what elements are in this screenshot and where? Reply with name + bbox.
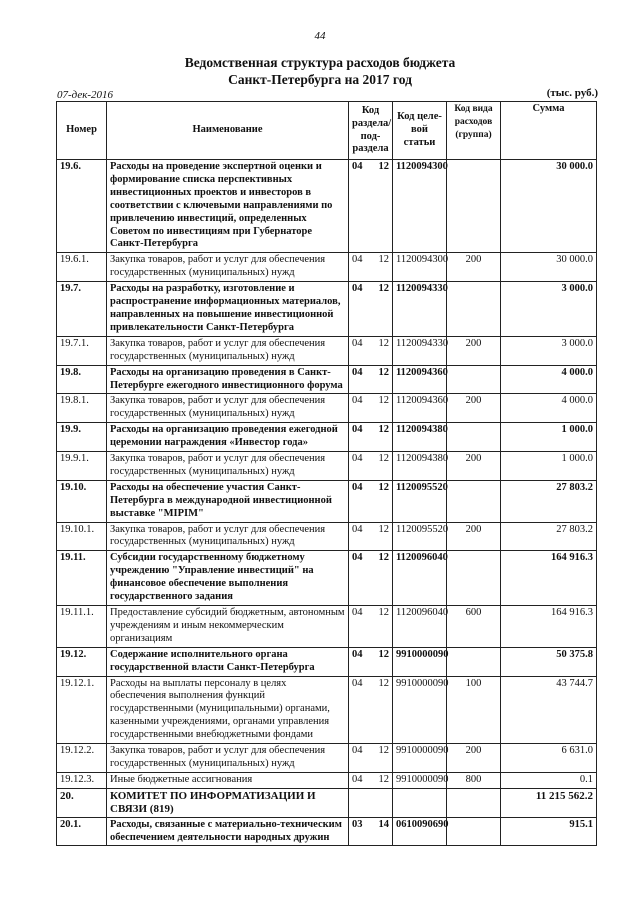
row-subsection: 12	[378, 254, 389, 266]
page-number: 44	[314, 30, 326, 42]
row-section-code	[349, 606, 393, 648]
row-expense-group	[447, 551, 501, 606]
row-name: Закупка товаров, работ и услуг для обеспечения государственных (муниципальных) нужд	[107, 253, 349, 282]
row-number: 19.12.	[57, 647, 107, 676]
row-name: Предоставление субсидий бюджетным, автономным учреждениям и иным некоммерческим организациям	[107, 606, 349, 648]
row-expense-group	[447, 423, 501, 452]
row-amount: 11 215 562.2	[501, 788, 597, 817]
row-amount: 30 000.0	[501, 253, 597, 282]
row-subsection: 12	[378, 424, 389, 436]
row-number: 19.9.	[57, 423, 107, 452]
table-row	[57, 253, 597, 282]
row-expense-group: 200	[447, 522, 501, 551]
row-section: 04	[352, 161, 363, 172]
row-expense-group: 800	[447, 772, 501, 788]
header-target: Код целе- вой статьи	[393, 102, 447, 160]
document-date: 07-дек-2016	[57, 89, 114, 101]
row-subsection: 12	[378, 161, 389, 172]
row-subsection: 12	[378, 745, 389, 757]
row-name: Закупка товаров, работ и услуг для обеспечения государственных (муниципальных) нужд	[107, 336, 349, 365]
row-amount: 27 803.2	[501, 522, 597, 551]
row-section-code	[349, 647, 393, 676]
row-number: 19.10.1.	[57, 522, 107, 551]
row-name: Расходы на выплаты персоналу в целях обеспечения выполнения функций государственными (муниципальными) органами, казенными учреждениями, органами управления государственными внебюджетными фондами	[107, 676, 349, 744]
row-name: Расходы на проведение экспертной оценки и формирование списка перспективных инвестиционных проектов и инвесторов в соответствии с ключевыми направлениями по привлечению инвестиций, определенных Советом по инвестициям при Губернаторе Санкт-Петербурга	[107, 160, 349, 253]
table-row	[57, 452, 597, 481]
row-number: 19.9.1.	[57, 452, 107, 481]
row-expense-group: 200	[447, 336, 501, 365]
row-expense-group	[447, 160, 501, 253]
row-section: 04	[352, 607, 363, 618]
row-target-code: 1120094330	[393, 336, 447, 365]
table-row	[57, 606, 597, 648]
budget-table	[56, 101, 597, 846]
row-subsection: 12	[378, 481, 389, 493]
row-expense-group	[447, 365, 501, 394]
row-section: 04	[352, 677, 363, 689]
row-section: 04	[352, 337, 363, 349]
row-target-code: 1120095520	[393, 522, 447, 551]
row-expense-group: 100	[447, 676, 501, 744]
table-row	[57, 423, 597, 452]
row-section: 04	[352, 453, 363, 465]
header-expense-type: Код вида расходов (группа)	[447, 102, 501, 160]
row-expense-group: 600	[447, 606, 501, 648]
row-section-code	[349, 423, 393, 452]
row-section-code	[349, 282, 393, 337]
row-section: 04	[352, 648, 363, 660]
row-subsection: 12	[378, 552, 389, 564]
table-row	[57, 772, 597, 788]
row-amount: 915.1	[501, 817, 597, 846]
row-section-code	[349, 452, 393, 481]
row-name: Расходы на обеспечение участия Санкт-Петербурга в международной инвестиционной выставке "MIPIM"	[107, 480, 349, 522]
row-target-code: 9910000090	[393, 647, 447, 676]
row-section-code	[349, 253, 393, 282]
row-subsection: 12	[378, 453, 389, 465]
table-header-row	[57, 102, 597, 160]
row-subsection: 12	[378, 648, 389, 660]
row-section-code	[349, 336, 393, 365]
row-subsection: 12	[378, 366, 389, 378]
row-section: 04	[352, 773, 363, 785]
row-number: 19.7.1.	[57, 336, 107, 365]
row-number: 19.7.	[57, 282, 107, 337]
row-section-code	[349, 817, 393, 846]
row-section: 04	[352, 254, 363, 266]
row-section-code	[349, 788, 393, 817]
header-section: Код раздела/ под- раздела	[349, 102, 393, 160]
row-target-code: 1120096040	[393, 551, 447, 606]
row-name: Расходы на разработку, изготовление и распространение информационных материалов, направленных на повышение инвестиционной привлекательности Санкт-Петербурга	[107, 282, 349, 337]
row-expense-group: 200	[447, 394, 501, 423]
row-expense-group: 200	[447, 253, 501, 282]
table-row	[57, 336, 597, 365]
row-number: 19.8.1.	[57, 394, 107, 423]
row-target-code	[393, 788, 447, 817]
row-section: 04	[352, 283, 363, 295]
row-amount: 164 916.3	[501, 606, 597, 648]
row-target-code: 1120094300	[393, 253, 447, 282]
row-expense-group: 200	[447, 744, 501, 773]
row-section: 04	[352, 395, 363, 407]
table-row	[57, 522, 597, 551]
row-expense-group	[447, 788, 501, 817]
row-amount: 3 000.0	[501, 336, 597, 365]
row-amount: 4 000.0	[501, 365, 597, 394]
row-section-code	[349, 522, 393, 551]
row-name: Расходы на организацию проведения ежегодной церемонии награждения «Инвестор года»	[107, 423, 349, 452]
row-section-code	[349, 676, 393, 744]
row-amount: 50 375.8	[501, 647, 597, 676]
row-section-code	[349, 744, 393, 773]
table-row	[57, 551, 597, 606]
table-row	[57, 647, 597, 676]
row-section: 04	[352, 523, 363, 535]
header-amount: Сумма	[501, 102, 597, 160]
row-amount: 164 916.3	[501, 551, 597, 606]
table-row	[57, 160, 597, 253]
row-number: 19.12.3.	[57, 772, 107, 788]
header-name: Наименование	[107, 102, 349, 160]
table-row	[57, 788, 597, 817]
row-target-code: 1120094360	[393, 365, 447, 394]
row-expense-group	[447, 480, 501, 522]
row-number: 19.6.1.	[57, 253, 107, 282]
row-name: Иные бюджетные ассигнования	[107, 772, 349, 788]
row-number: 19.12.1.	[57, 676, 107, 744]
table-row	[57, 480, 597, 522]
row-amount: 4 000.0	[501, 394, 597, 423]
row-section: 04	[352, 424, 363, 436]
document-title	[0, 54, 640, 88]
row-subsection: 14	[378, 818, 389, 830]
row-amount: 27 803.2	[501, 480, 597, 522]
row-subsection: 12	[378, 283, 389, 295]
row-name: Закупка товаров, работ и услуг для обеспечения государственных (муниципальных) нужд	[107, 522, 349, 551]
row-amount: 3 000.0	[501, 282, 597, 337]
row-expense-group	[447, 817, 501, 846]
table-row	[57, 365, 597, 394]
row-name: Закупка товаров, работ и услуг для обеспечения государственных (муниципальных) нужд	[107, 452, 349, 481]
row-section-code	[349, 551, 393, 606]
row-section-code	[349, 480, 393, 522]
row-expense-group	[447, 647, 501, 676]
row-name: Закупка товаров, работ и услуг для обеспечения государственных (муниципальных) нужд	[107, 394, 349, 423]
row-amount: 6 631.0	[501, 744, 597, 773]
row-target-code: 1120094300	[393, 160, 447, 253]
table-row	[57, 394, 597, 423]
row-amount: 1 000.0	[501, 452, 597, 481]
row-section-code	[349, 160, 393, 253]
row-target-code: 1120094380	[393, 452, 447, 481]
row-number: 19.11.	[57, 551, 107, 606]
row-subsection: 12	[378, 395, 389, 407]
row-section-code	[349, 365, 393, 394]
row-section: 04	[352, 552, 363, 564]
row-subsection: 12	[378, 677, 389, 689]
row-target-code: 9910000090	[393, 676, 447, 744]
row-target-code: 1120095520	[393, 480, 447, 522]
row-subsection: 12	[378, 607, 389, 618]
title-line-1: Ведомственная структура расходов бюджета	[184, 55, 456, 70]
row-target-code: 1120094380	[393, 423, 447, 452]
row-name: КОМИТЕТ ПО ИНФОРМАТИЗАЦИИ И СВЯЗИ (819)	[107, 788, 349, 817]
row-target-code: 9910000090	[393, 772, 447, 788]
row-amount: 0.1	[501, 772, 597, 788]
row-number: 19.10.	[57, 480, 107, 522]
units-label: (тыс. руб.)	[546, 87, 598, 99]
row-section: 04	[352, 481, 363, 493]
row-section-code	[349, 394, 393, 423]
row-number: 20.	[57, 788, 107, 817]
row-section: 03	[352, 818, 363, 830]
row-section: 04	[352, 366, 363, 378]
table-row	[57, 744, 597, 773]
row-number: 19.8.	[57, 365, 107, 394]
row-number: 19.12.2.	[57, 744, 107, 773]
row-number: 19.11.1.	[57, 606, 107, 648]
row-expense-group: 200	[447, 452, 501, 481]
row-subsection: 12	[378, 773, 389, 785]
row-expense-group	[447, 282, 501, 337]
row-section-code	[349, 772, 393, 788]
row-number: 19.6.	[57, 160, 107, 253]
row-section: 04	[352, 745, 363, 757]
row-name: Расходы, связанные с материально-техническим обеспечением деятельности народных дружин	[107, 817, 349, 846]
row-target-code: 1120094330	[393, 282, 447, 337]
row-target-code: 9910000090	[393, 744, 447, 773]
row-name: Субсидии государственному бюджетному учреждению "Управление инвестиций" на финансовое обеспечение выполнения государственного задания	[107, 551, 349, 606]
row-amount: 1 000.0	[501, 423, 597, 452]
row-amount: 30 000.0	[501, 160, 597, 253]
table-row	[57, 282, 597, 337]
title-line-2: Санкт-Петербурга на 2017 год	[228, 72, 412, 87]
row-amount: 43 744.7	[501, 676, 597, 744]
row-target-code: 0610090690	[393, 817, 447, 846]
row-name: Содержание исполнительного органа государственной власти Санкт-Петербурга	[107, 647, 349, 676]
row-subsection: 12	[378, 523, 389, 535]
table-row	[57, 817, 597, 846]
row-target-code: 1120094360	[393, 394, 447, 423]
row-name: Расходы на организацию проведения в Санкт-Петербурге ежегодного инвестиционного форума	[107, 365, 349, 394]
row-name: Закупка товаров, работ и услуг для обеспечения государственных (муниципальных) нужд	[107, 744, 349, 773]
row-target-code: 1120096040	[393, 606, 447, 648]
row-subsection: 12	[378, 337, 389, 349]
table-row	[57, 676, 597, 744]
row-number: 20.1.	[57, 817, 107, 846]
table-body	[57, 160, 597, 846]
header-number: Номер	[57, 102, 107, 160]
